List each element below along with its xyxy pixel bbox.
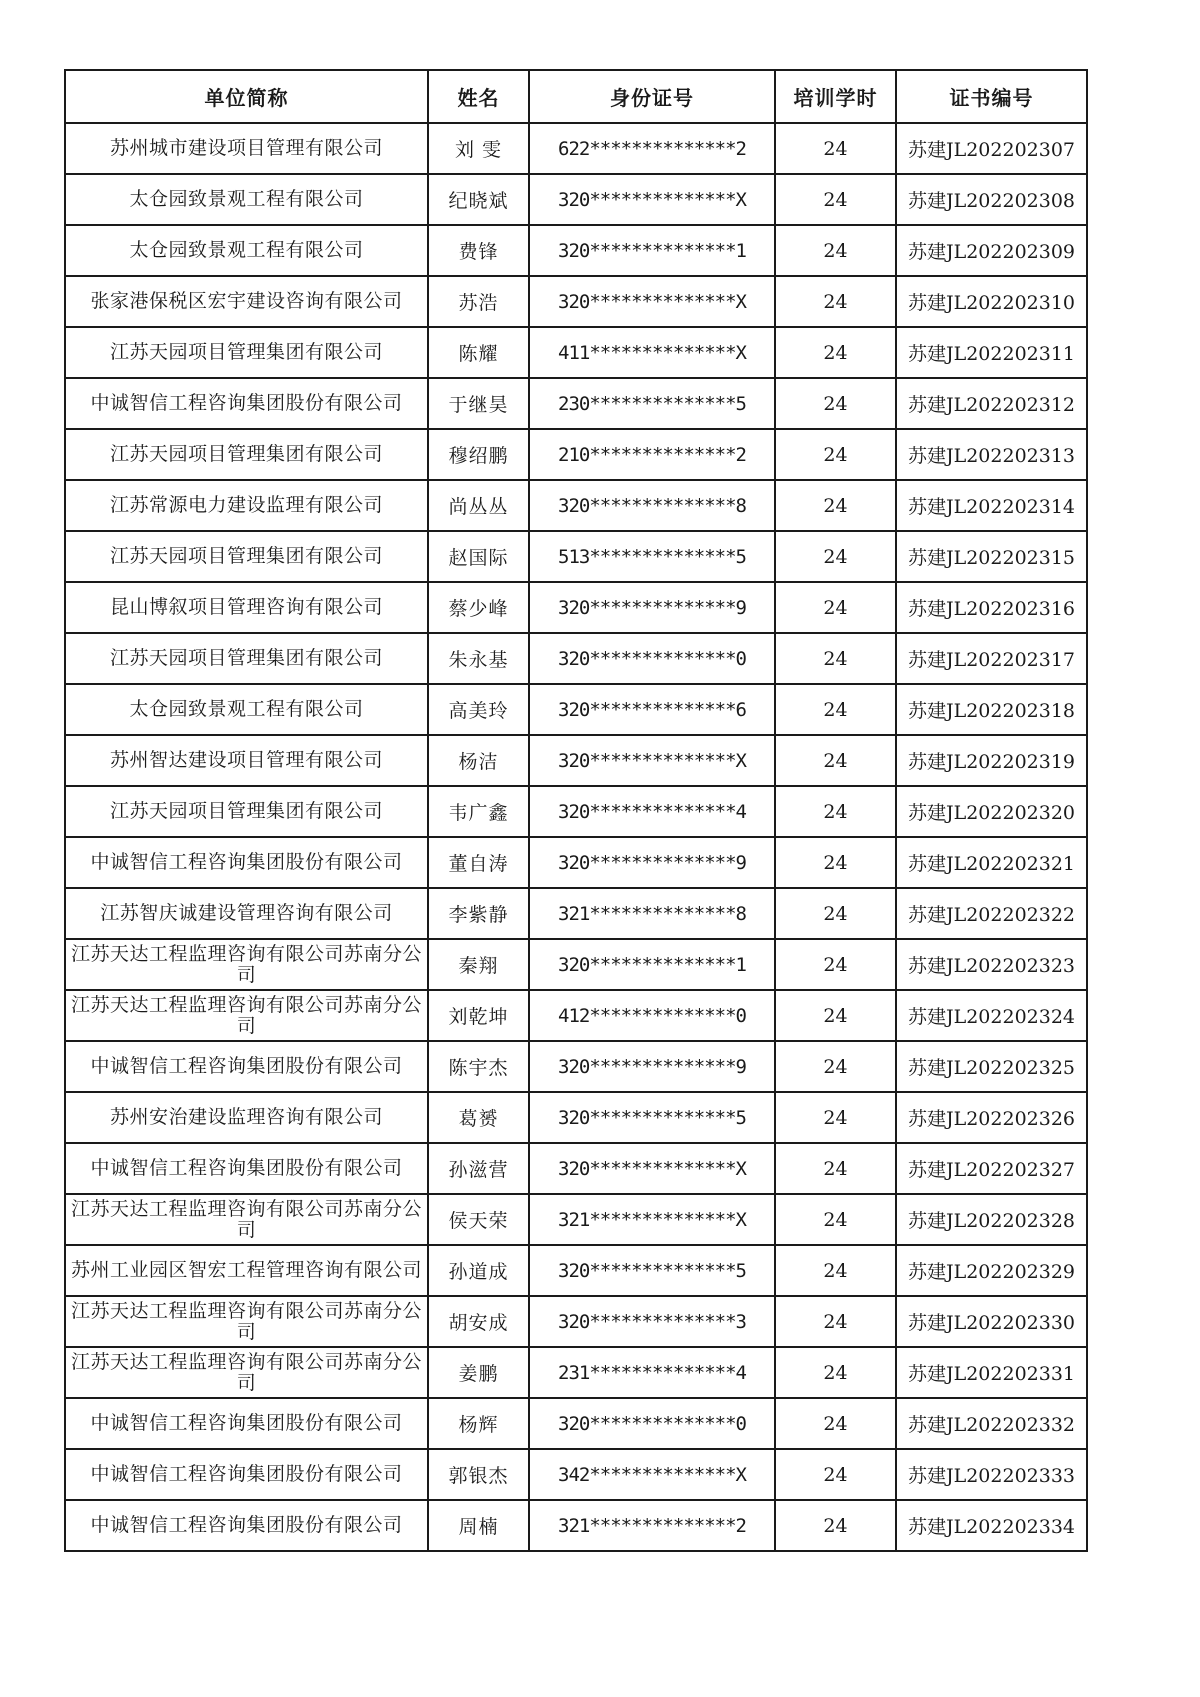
training-hours-cell: 24 bbox=[775, 1500, 896, 1551]
name-cell: 孙滋营 bbox=[428, 1143, 529, 1194]
certificate-number-cell: 苏建JL202202319 bbox=[896, 735, 1087, 786]
id-number-cell: 230**************5 bbox=[529, 378, 775, 429]
id-number-cell: 320**************X bbox=[529, 276, 775, 327]
unit-cell: 江苏智庆诚建设管理咨询有限公司 bbox=[65, 888, 428, 939]
training-hours-cell: 24 bbox=[775, 1143, 896, 1194]
certificate-number-cell: 苏建JL202202311 bbox=[896, 327, 1087, 378]
training-hours-cell: 24 bbox=[775, 1194, 896, 1245]
training-hours-cell: 24 bbox=[775, 480, 896, 531]
id-number-cell: 513**************5 bbox=[529, 531, 775, 582]
table-row bbox=[65, 174, 1087, 225]
table-row bbox=[65, 1245, 1087, 1296]
table-row bbox=[65, 1500, 1087, 1551]
header-training-hours: 培训学时 bbox=[775, 70, 896, 123]
unit-cell: 江苏天达工程监理咨询有限公司苏南分公司 bbox=[65, 1194, 428, 1245]
name-cell: 纪晓斌 bbox=[428, 174, 529, 225]
unit-cell: 江苏天达工程监理咨询有限公司苏南分公司 bbox=[65, 1347, 428, 1398]
training-hours-cell: 24 bbox=[775, 1398, 896, 1449]
table-row bbox=[65, 939, 1087, 990]
training-hours-cell: 24 bbox=[775, 684, 896, 735]
table-body bbox=[65, 123, 1087, 1551]
certificate-number-cell: 苏建JL202202321 bbox=[896, 837, 1087, 888]
training-hours-cell: 24 bbox=[775, 786, 896, 837]
certificate-number-cell: 苏建JL202202312 bbox=[896, 378, 1087, 429]
name-cell: 苏浩 bbox=[428, 276, 529, 327]
certificate-number-cell: 苏建JL202202308 bbox=[896, 174, 1087, 225]
id-number-cell: 321**************2 bbox=[529, 1500, 775, 1551]
certificate-number-cell: 苏建JL202202316 bbox=[896, 582, 1087, 633]
certificate-number-cell: 苏建JL202202324 bbox=[896, 990, 1087, 1041]
name-cell: 韦广鑫 bbox=[428, 786, 529, 837]
certificate-number-cell: 苏建JL202202309 bbox=[896, 225, 1087, 276]
certificate-number-cell: 苏建JL202202315 bbox=[896, 531, 1087, 582]
unit-cell: 中诚智信工程咨询集团股份有限公司 bbox=[65, 1449, 428, 1500]
training-hours-cell: 24 bbox=[775, 1449, 896, 1500]
table-header-row bbox=[65, 70, 1087, 123]
id-number-cell: 320**************X bbox=[529, 174, 775, 225]
id-number-cell: 320**************X bbox=[529, 1143, 775, 1194]
name-cell: 侯天荣 bbox=[428, 1194, 529, 1245]
certificate-number-cell: 苏建JL202202318 bbox=[896, 684, 1087, 735]
id-number-cell: 231**************4 bbox=[529, 1347, 775, 1398]
table-row bbox=[65, 633, 1087, 684]
id-number-cell: 320**************9 bbox=[529, 1041, 775, 1092]
id-number-cell: 210**************2 bbox=[529, 429, 775, 480]
table-row bbox=[65, 1347, 1087, 1398]
header-certificate-number: 证书编号 bbox=[896, 70, 1087, 123]
id-number-cell: 320**************0 bbox=[529, 633, 775, 684]
name-cell: 朱永基 bbox=[428, 633, 529, 684]
certificate-number-cell: 苏建JL202202328 bbox=[896, 1194, 1087, 1245]
unit-cell: 江苏天达工程监理咨询有限公司苏南分公司 bbox=[65, 939, 428, 990]
unit-cell: 太仓园致景观工程有限公司 bbox=[65, 225, 428, 276]
name-cell: 尚丛丛 bbox=[428, 480, 529, 531]
name-cell: 费锋 bbox=[428, 225, 529, 276]
training-hours-cell: 24 bbox=[775, 1092, 896, 1143]
unit-cell: 中诚智信工程咨询集团股份有限公司 bbox=[65, 837, 428, 888]
table-row bbox=[65, 378, 1087, 429]
unit-cell: 苏州工业园区智宏工程管理咨询有限公司 bbox=[65, 1245, 428, 1296]
certificate-number-cell: 苏建JL202202326 bbox=[896, 1092, 1087, 1143]
certificate-number-cell: 苏建JL202202334 bbox=[896, 1500, 1087, 1551]
table-row bbox=[65, 684, 1087, 735]
certificate-number-cell: 苏建JL202202332 bbox=[896, 1398, 1087, 1449]
training-hours-cell: 24 bbox=[775, 276, 896, 327]
table-row bbox=[65, 888, 1087, 939]
header-name: 姓名 bbox=[428, 70, 529, 123]
header-unit: 单位简称 bbox=[65, 70, 428, 123]
id-number-cell: 622**************2 bbox=[529, 123, 775, 174]
name-cell: 刘乾坤 bbox=[428, 990, 529, 1041]
id-number-cell: 412**************0 bbox=[529, 990, 775, 1041]
unit-cell: 昆山博叙项目管理咨询有限公司 bbox=[65, 582, 428, 633]
id-number-cell: 320**************1 bbox=[529, 939, 775, 990]
name-cell: 高美玲 bbox=[428, 684, 529, 735]
certificate-number-cell: 苏建JL202202310 bbox=[896, 276, 1087, 327]
certificate-number-cell: 苏建JL202202325 bbox=[896, 1041, 1087, 1092]
unit-cell: 苏州城市建设项目管理有限公司 bbox=[65, 123, 428, 174]
name-cell: 郭银杰 bbox=[428, 1449, 529, 1500]
table-row bbox=[65, 1449, 1087, 1500]
table-row bbox=[65, 837, 1087, 888]
unit-cell: 江苏天园项目管理集团有限公司 bbox=[65, 786, 428, 837]
training-hours-cell: 24 bbox=[775, 582, 896, 633]
training-roster-table bbox=[64, 69, 1088, 1552]
name-cell: 姜鹏 bbox=[428, 1347, 529, 1398]
name-cell: 赵国际 bbox=[428, 531, 529, 582]
unit-cell: 江苏天园项目管理集团有限公司 bbox=[65, 531, 428, 582]
unit-cell: 中诚智信工程咨询集团股份有限公司 bbox=[65, 1041, 428, 1092]
id-number-cell: 321**************X bbox=[529, 1194, 775, 1245]
name-cell: 杨辉 bbox=[428, 1398, 529, 1449]
table-row bbox=[65, 327, 1087, 378]
training-hours-cell: 24 bbox=[775, 225, 896, 276]
name-cell: 孙道成 bbox=[428, 1245, 529, 1296]
certificate-number-cell: 苏建JL202202322 bbox=[896, 888, 1087, 939]
table-row bbox=[65, 582, 1087, 633]
unit-cell: 太仓园致景观工程有限公司 bbox=[65, 684, 428, 735]
name-cell: 陈耀 bbox=[428, 327, 529, 378]
training-hours-cell: 24 bbox=[775, 633, 896, 684]
certificate-number-cell: 苏建JL202202317 bbox=[896, 633, 1087, 684]
training-hours-cell: 24 bbox=[775, 990, 896, 1041]
table-row bbox=[65, 225, 1087, 276]
certificate-number-cell: 苏建JL202202331 bbox=[896, 1347, 1087, 1398]
training-hours-cell: 24 bbox=[775, 378, 896, 429]
certificate-number-cell: 苏建JL202202330 bbox=[896, 1296, 1087, 1347]
unit-cell: 中诚智信工程咨询集团股份有限公司 bbox=[65, 1500, 428, 1551]
table-row bbox=[65, 990, 1087, 1041]
unit-cell: 太仓园致景观工程有限公司 bbox=[65, 174, 428, 225]
certificate-number-cell: 苏建JL202202329 bbox=[896, 1245, 1087, 1296]
certificate-number-cell: 苏建JL202202313 bbox=[896, 429, 1087, 480]
table-row bbox=[65, 429, 1087, 480]
id-number-cell: 320**************1 bbox=[529, 225, 775, 276]
training-hours-cell: 24 bbox=[775, 1041, 896, 1092]
table-row bbox=[65, 735, 1087, 786]
id-number-cell: 320**************X bbox=[529, 735, 775, 786]
training-hours-cell: 24 bbox=[775, 174, 896, 225]
certificate-number-cell: 苏建JL202202327 bbox=[896, 1143, 1087, 1194]
name-cell: 葛赟 bbox=[428, 1092, 529, 1143]
unit-cell: 江苏常源电力建设监理有限公司 bbox=[65, 480, 428, 531]
table-row bbox=[65, 480, 1087, 531]
id-number-cell: 320**************0 bbox=[529, 1398, 775, 1449]
unit-cell: 中诚智信工程咨询集团股份有限公司 bbox=[65, 1143, 428, 1194]
table-row bbox=[65, 1296, 1087, 1347]
unit-cell: 江苏天园项目管理集团有限公司 bbox=[65, 429, 428, 480]
training-hours-cell: 24 bbox=[775, 837, 896, 888]
id-number-cell: 342**************X bbox=[529, 1449, 775, 1500]
table-row bbox=[65, 276, 1087, 327]
training-hours-cell: 24 bbox=[775, 888, 896, 939]
id-number-cell: 320**************9 bbox=[529, 582, 775, 633]
unit-cell: 江苏天达工程监理咨询有限公司苏南分公司 bbox=[65, 990, 428, 1041]
name-cell: 董自涛 bbox=[428, 837, 529, 888]
training-hours-cell: 24 bbox=[775, 939, 896, 990]
unit-cell: 苏州智达建设项目管理有限公司 bbox=[65, 735, 428, 786]
table-row bbox=[65, 123, 1087, 174]
table-row bbox=[65, 1041, 1087, 1092]
training-hours-cell: 24 bbox=[775, 327, 896, 378]
name-cell: 于继昊 bbox=[428, 378, 529, 429]
name-cell: 周楠 bbox=[428, 1500, 529, 1551]
id-number-cell: 320**************6 bbox=[529, 684, 775, 735]
table-row bbox=[65, 531, 1087, 582]
name-cell: 穆绍鹏 bbox=[428, 429, 529, 480]
id-number-cell: 320**************5 bbox=[529, 1245, 775, 1296]
certificate-number-cell: 苏建JL202202320 bbox=[896, 786, 1087, 837]
name-cell: 胡安成 bbox=[428, 1296, 529, 1347]
id-number-cell: 321**************8 bbox=[529, 888, 775, 939]
certificate-number-cell: 苏建JL202202333 bbox=[896, 1449, 1087, 1500]
certificate-number-cell: 苏建JL202202323 bbox=[896, 939, 1087, 990]
document-page bbox=[64, 69, 1088, 1552]
id-number-cell: 411**************X bbox=[529, 327, 775, 378]
training-hours-cell: 24 bbox=[775, 735, 896, 786]
id-number-cell: 320**************9 bbox=[529, 837, 775, 888]
unit-cell: 江苏天园项目管理集团有限公司 bbox=[65, 633, 428, 684]
unit-cell: 苏州安治建设监理咨询有限公司 bbox=[65, 1092, 428, 1143]
name-cell: 李紫静 bbox=[428, 888, 529, 939]
header-id-number: 身份证号 bbox=[529, 70, 775, 123]
unit-cell: 江苏天达工程监理咨询有限公司苏南分公司 bbox=[65, 1296, 428, 1347]
id-number-cell: 320**************4 bbox=[529, 786, 775, 837]
table-row bbox=[65, 1398, 1087, 1449]
training-hours-cell: 24 bbox=[775, 1296, 896, 1347]
name-cell: 蔡少峰 bbox=[428, 582, 529, 633]
name-cell: 杨洁 bbox=[428, 735, 529, 786]
table-row bbox=[65, 786, 1087, 837]
training-hours-cell: 24 bbox=[775, 429, 896, 480]
certificate-number-cell: 苏建JL202202314 bbox=[896, 480, 1087, 531]
unit-cell: 中诚智信工程咨询集团股份有限公司 bbox=[65, 378, 428, 429]
name-cell: 秦翔 bbox=[428, 939, 529, 990]
unit-cell: 中诚智信工程咨询集团股份有限公司 bbox=[65, 1398, 428, 1449]
id-number-cell: 320**************8 bbox=[529, 480, 775, 531]
training-hours-cell: 24 bbox=[775, 1347, 896, 1398]
unit-cell: 江苏天园项目管理集团有限公司 bbox=[65, 327, 428, 378]
certificate-number-cell: 苏建JL202202307 bbox=[896, 123, 1087, 174]
table-row bbox=[65, 1194, 1087, 1245]
training-hours-cell: 24 bbox=[775, 1245, 896, 1296]
id-number-cell: 320**************3 bbox=[529, 1296, 775, 1347]
unit-cell: 张家港保税区宏宇建设咨询有限公司 bbox=[65, 276, 428, 327]
training-hours-cell: 24 bbox=[775, 123, 896, 174]
training-hours-cell: 24 bbox=[775, 531, 896, 582]
table-row bbox=[65, 1143, 1087, 1194]
id-number-cell: 320**************5 bbox=[529, 1092, 775, 1143]
name-cell: 刘 雯 bbox=[428, 123, 529, 174]
name-cell: 陈宇杰 bbox=[428, 1041, 529, 1092]
table-row bbox=[65, 1092, 1087, 1143]
